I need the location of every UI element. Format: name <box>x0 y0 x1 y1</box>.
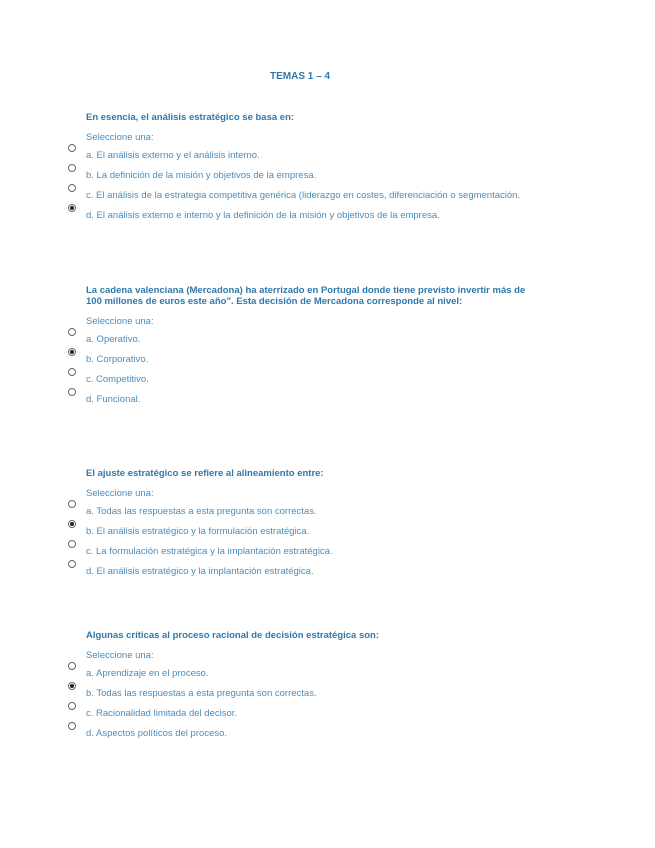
radio-button[interactable] <box>68 702 76 710</box>
option-c[interactable] <box>86 190 526 201</box>
option-d[interactable] <box>86 210 526 221</box>
option-d[interactable] <box>86 566 526 577</box>
option-label: c. La formulación estratégica y la implantación estratégica. <box>86 546 333 557</box>
radio-button[interactable] <box>68 662 76 670</box>
question-text: La cadena valenciana (Mercadona) ha aterrizado en Portugal donde tiene previsto invertir más de 100 millones de euros este año". Esta decisión de Mercadona corresponde al nivel: <box>86 285 526 307</box>
option-a[interactable] <box>86 150 526 161</box>
radio-button[interactable] <box>68 184 76 192</box>
radio-button[interactable] <box>68 682 76 690</box>
option-b[interactable] <box>86 526 526 537</box>
radio-button[interactable] <box>68 368 76 376</box>
radio-button[interactable] <box>68 520 76 528</box>
option-a[interactable] <box>86 668 526 679</box>
option-d[interactable] <box>86 394 526 405</box>
question-text: El ajuste estratégico se refiere al alineamiento entre: <box>86 468 324 479</box>
option-label: b. El análisis estratégico y la formulación estratégica. <box>86 526 310 537</box>
question-text: Algunas críticas al proceso racional de decisión estratégica son: <box>86 630 380 641</box>
option-b[interactable] <box>86 170 526 181</box>
option-label: d. El análisis estratégico y la implantación estratégica. <box>86 566 314 577</box>
radio-button[interactable] <box>68 204 76 212</box>
radio-button[interactable] <box>68 348 76 356</box>
select-prompt: Seleccione una: <box>86 488 154 499</box>
option-label: a. El análisis externo y el análisis interno. <box>86 150 260 161</box>
radio-button[interactable] <box>68 328 76 336</box>
option-a[interactable] <box>86 506 526 517</box>
option-label: c. Racionalidad limitada del decisor. <box>86 708 238 719</box>
option-label: c. Competitivo. <box>86 374 149 385</box>
select-prompt: Seleccione una: <box>86 132 154 143</box>
option-label: a. Operativo. <box>86 334 141 345</box>
question-3 <box>86 468 526 586</box>
radio-button[interactable] <box>68 164 76 172</box>
radio-button[interactable] <box>68 388 76 396</box>
radio-button[interactable] <box>68 560 76 568</box>
option-label: b. Corporativo. <box>86 354 149 365</box>
question-1 <box>86 112 526 230</box>
option-label: d. El análisis externo e interno y la definición de la misión y objetivos de la empresa. <box>86 210 440 221</box>
page-title: TEMAS 1 – 4 <box>269 71 331 82</box>
option-b[interactable] <box>86 354 526 365</box>
option-c[interactable] <box>86 546 526 557</box>
option-c[interactable] <box>86 708 526 719</box>
radio-button[interactable] <box>68 500 76 508</box>
option-b[interactable] <box>86 688 526 699</box>
option-label: b. Todas las respuestas a esta pregunta son correctas. <box>86 688 317 699</box>
question-2 <box>86 285 526 414</box>
option-label: d. Funcional. <box>86 394 141 405</box>
select-prompt: Seleccione una: <box>86 316 154 327</box>
question-text: En esencia, el análisis estratégico se basa en: <box>86 112 295 123</box>
option-label: a. Todas las respuestas a esta pregunta son correctas. <box>86 506 317 517</box>
radio-button[interactable] <box>68 540 76 548</box>
option-label: c. El análisis de la estrategia competitiva genérica (liderazgo en costes, diferenciación o segmentación. <box>86 190 521 201</box>
option-label: b. La definición de la misión y objetivos de la empresa. <box>86 170 317 181</box>
option-label: a. Aprendizaje en el proceso. <box>86 668 209 679</box>
option-d[interactable] <box>86 728 526 739</box>
radio-button[interactable] <box>68 144 76 152</box>
radio-button[interactable] <box>68 722 76 730</box>
question-4 <box>86 630 526 748</box>
option-c[interactable] <box>86 374 526 385</box>
option-label: d. Aspectos políticos del proceso. <box>86 728 227 739</box>
select-prompt: Seleccione una: <box>86 650 154 661</box>
option-a[interactable] <box>86 334 526 345</box>
